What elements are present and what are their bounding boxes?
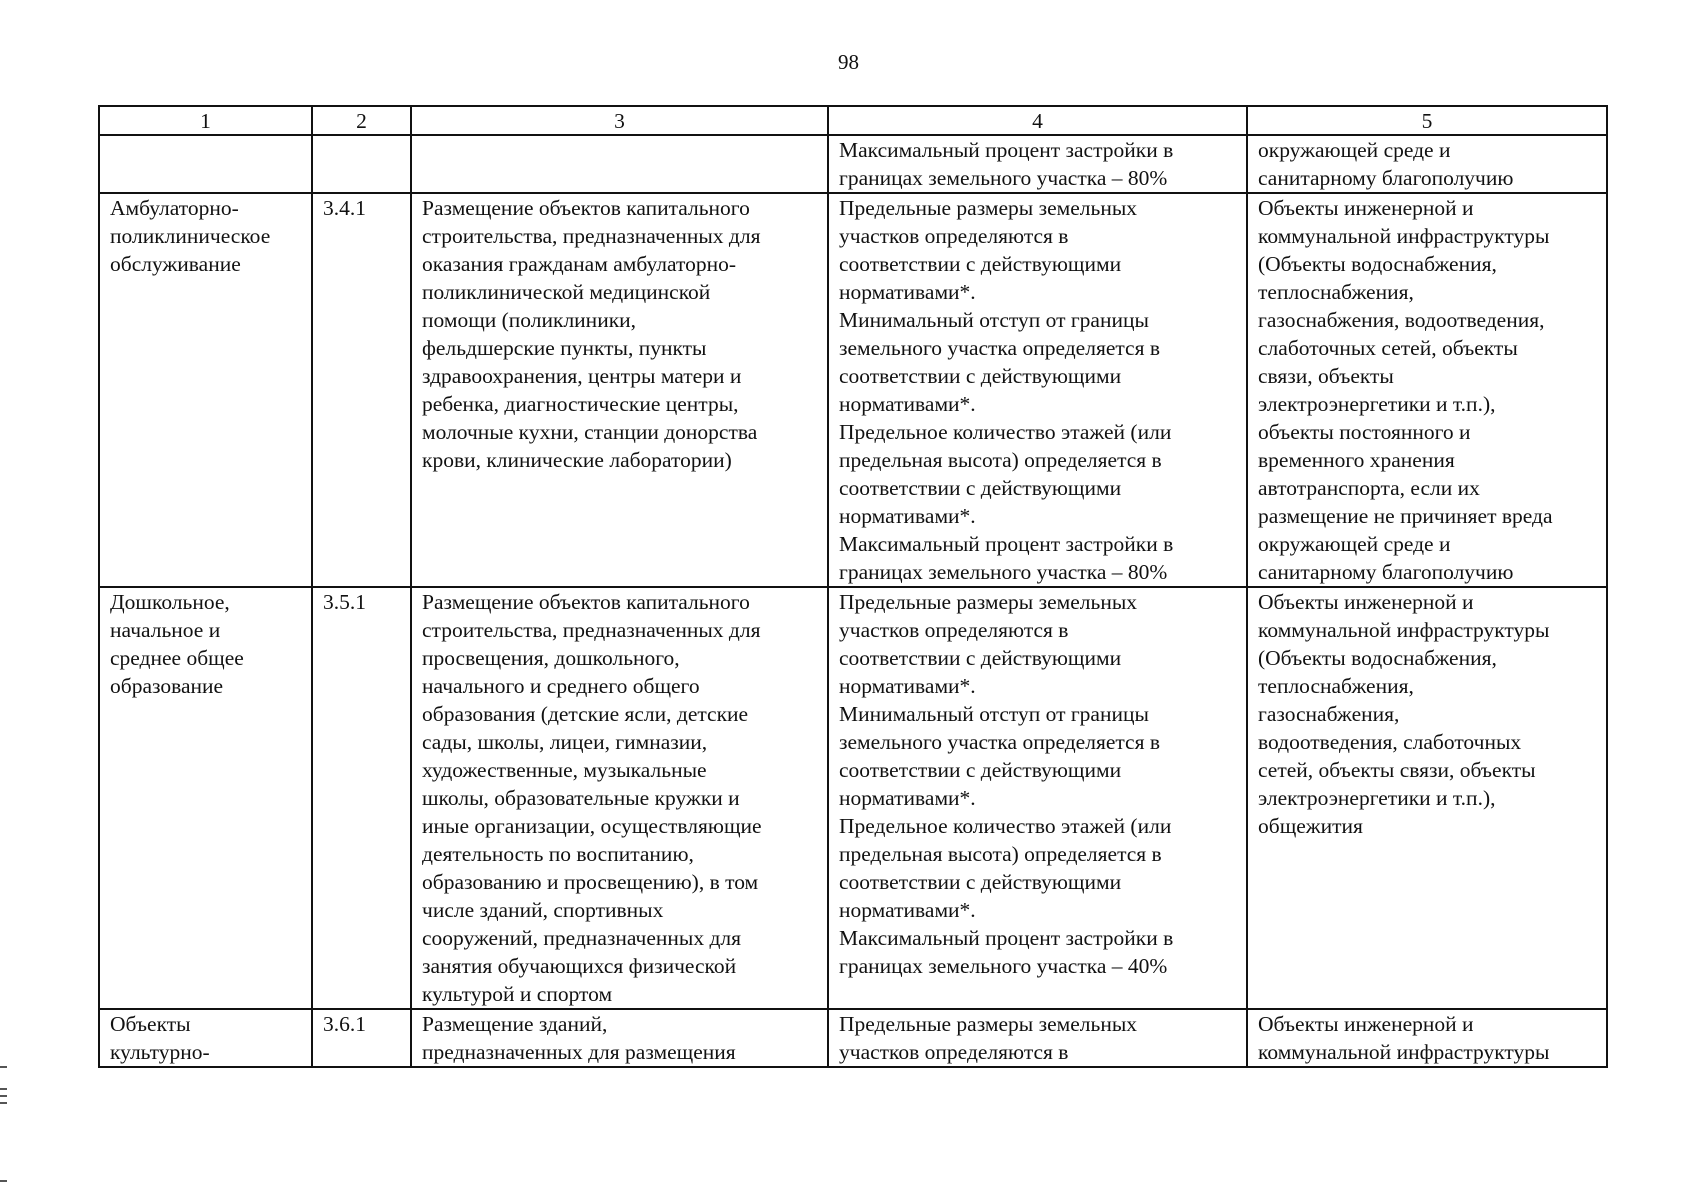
cell-text: Размещение объектов капитального строительства, предназначенных для просвещения, дошкольного, начального и среднего общего образования (детские ясли, детские сады, школы, лицеи, гимназии, художественные, музыкальные школы, образовательные кружки и иные организации, осуществляющие деятельность по воспитанию, образованию и просвещению), в том числе зданий, спортивных сооружений, предназначенных для занятия обучающихся физической культурой и спортом: [422, 590, 762, 1006]
table-row: [99, 587, 1607, 1009]
cell-auxiliary: [1247, 135, 1607, 193]
cell-auxiliary: [1247, 587, 1607, 1009]
table-row: [99, 1009, 1607, 1067]
table-row: [99, 193, 1607, 587]
parameter-text: Предельные размеры земельных участков определяются в соответствии с действующими нормативами*.: [839, 196, 1138, 304]
cell-text: Размещение объектов капитального строительства, предназначенных для оказания гражданам амбулаторно- поликлинической медицинской помощи (поликлиники, фельдшерские пункты, пункты здравоохранения, центры матери и ребенка, диагностические центры, молочные кухни, станции донорства крови, клинические лаборатории): [422, 196, 761, 472]
scan-mark: [0, 1095, 7, 1097]
cell-code: [312, 135, 411, 193]
parameter-text: Предельное количество этажей (или предельная высота) определяется в соответствии с действующими нормативами*.: [839, 420, 1172, 528]
cell-text: Объекты инженерной и коммунальной инфраструктуры: [1258, 1012, 1550, 1064]
cell-name: [99, 193, 312, 587]
page-number: 98: [838, 50, 859, 74]
cell-code: [312, 587, 411, 1009]
cell-code: [312, 193, 411, 587]
parameter-text: Предельные размеры земельных участков определяются в соответствии с действующими нормативами*.: [839, 590, 1138, 698]
cell-name: [99, 587, 312, 1009]
parameter-text: Максимальный процент застройки в границах земельного участка – 40%: [839, 926, 1174, 978]
cell-parameters: [828, 193, 1247, 587]
cell-text: Амбулаторно- поликлиническое обслуживание: [110, 196, 271, 276]
cell-description: [411, 135, 828, 193]
cell-text: Объекты культурно-: [110, 1012, 210, 1064]
cell-text: Размещение зданий, предназначенных для размещения: [422, 1012, 736, 1064]
cell-text: 3.6.1: [323, 1012, 366, 1036]
cell-parameters: [828, 587, 1247, 1009]
cell-text: Дошкольное, начальное и среднее общее образование: [110, 590, 244, 698]
cell-text: Объекты инженерной и коммунальной инфраструктуры (Объекты водоснабжения, теплоснабжения, газоснабжения, водоотведения, слаботочных сетей, объекты связи, объекты электроэнергетики и т.п.), объекты постоянного и временного хранения автотранспорта, если их размещение не причиняет вреда окружающей среде и санитарному благополучию: [1258, 196, 1553, 584]
scan-mark: [0, 1066, 7, 1068]
cell-code: [312, 1009, 411, 1067]
cell-description: [411, 193, 828, 587]
cell-text: Объекты инженерной и коммунальной инфраструктуры (Объекты водоснабжения, теплоснабжения, газоснабжения, водоотведения, слаботочных сетей, объекты связи, объекты электроэнергетики и т.п.), общежития: [1258, 590, 1550, 838]
regulations-table: [98, 105, 1608, 1068]
parameter-text: Минимальный отступ от границы земельного участка определяется в соответствии с действующими нормативами*.: [839, 308, 1160, 416]
header-col-4: 4: [828, 106, 1247, 135]
cell-text: окружающей среде и санитарному благополучию: [1258, 138, 1514, 190]
table-row: [99, 135, 1607, 193]
cell-description: [411, 1009, 828, 1067]
parameter-text: Максимальный процент застройки в границах земельного участка – 80%: [839, 532, 1174, 584]
parameter-text: Максимальный процент застройки в границах земельного участка – 80%: [839, 138, 1174, 190]
cell-parameters: [828, 1009, 1247, 1067]
cell-auxiliary: [1247, 193, 1607, 587]
header-col-3: 3: [411, 106, 828, 135]
header-col-5: 5: [1247, 106, 1607, 135]
parameter-text: Предельное количество этажей (или предельная высота) определяется в соответствии с действующими нормативами*.: [839, 814, 1172, 922]
cell-name: [99, 1009, 312, 1067]
scan-mark: [0, 1102, 7, 1104]
cell-text: 3.5.1: [323, 590, 366, 614]
cell-auxiliary: [1247, 1009, 1607, 1067]
table-header-row: [99, 106, 1607, 135]
cell-text: 3.4.1: [323, 196, 366, 220]
scan-mark: [0, 1180, 7, 1182]
cell-parameters: [828, 135, 1247, 193]
cell-description: [411, 587, 828, 1009]
parameter-text: Предельные размеры земельных участков определяются в: [839, 1012, 1138, 1064]
cell-name: [99, 135, 312, 193]
header-col-1: 1: [99, 106, 312, 135]
scan-mark: [0, 1088, 7, 1090]
header-col-2: 2: [312, 106, 411, 135]
parameter-text: Минимальный отступ от границы земельного участка определяется в соответствии с действующими нормативами*.: [839, 702, 1160, 810]
